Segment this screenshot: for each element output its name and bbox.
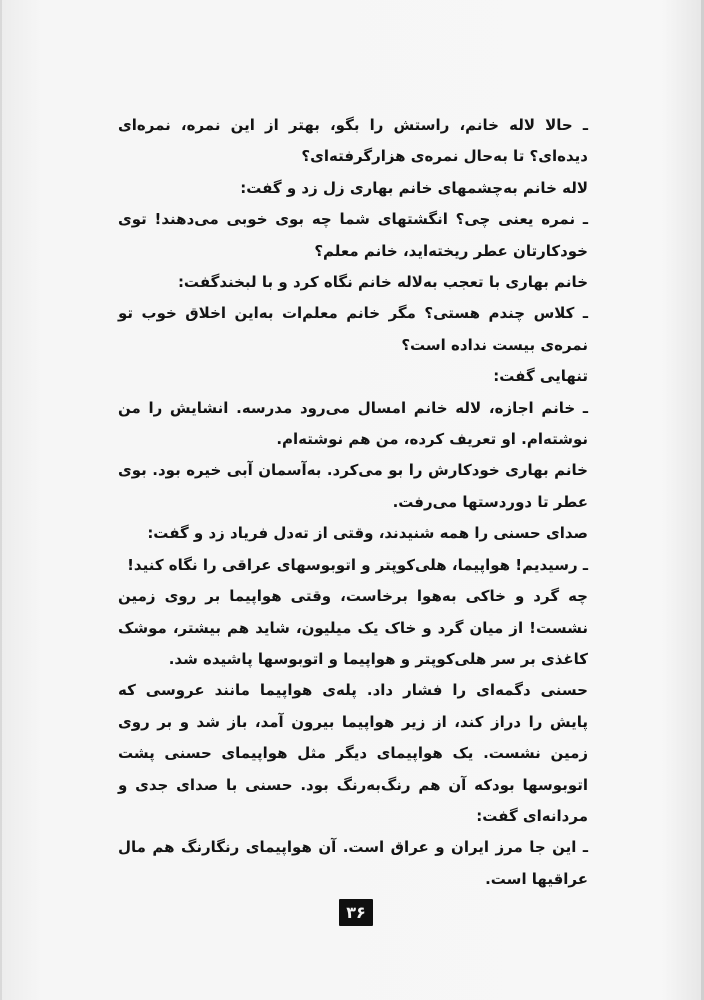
paragraph: ـ رسیدیم! هواپیما، هلی‌کوپتر و اتوبوسهای عراقی را نگاه کنید!	[127, 555, 588, 574]
paragraph: تنهایی گفت:	[493, 367, 588, 386]
paragraph: صدای حسنی را همه شنیدند، وقتی از ته‌دل فریاد زد و گفت:	[147, 524, 588, 543]
body-text	[118, 110, 588, 895]
paragraph: خانم بهاری خودکارش را بو می‌کرد. به‌آسمان آبی خیره بود. بوی عطر تا دوردستها می‌رفت.	[118, 461, 588, 511]
paragraph: ـ خانم اجازه، لاله خانم امسال می‌رود مدرسه. انشایش را من نوشته‌ام. او تعریف کرده، من هم نوشته‌ام.	[118, 398, 588, 449]
paragraph: ـ این جا مرز ایران و عراق است. آن هواپیمای رنگارنگ هم مال عراقیها است.	[118, 838, 588, 888]
paragraph: خانم بهاری با تعجب به‌لاله خانم نگاه کرد و با لبخندگفت:	[177, 273, 588, 292]
paragraph: لاله خانم به‌چشمهای خانم بهاری زل زد و گفت:	[240, 178, 588, 197]
paragraph: حسنی دگمه‌ای را فشار داد. پله‌ی هواپیما مانند عروسی که پایش را دراز کند، از زیر هواپیما بیرون آمد، باز شد و بر روی زمین نشست. یک هواپیمای دیگر مثل هواپیمای حسنی پشت اتوبوسها بودکه آن هم رنگ‌به‌رنگ بود. حسنی با صدای جدی و مردانه‌ای گفت:	[118, 681, 588, 825]
paragraph: چه گرد و خاکی به‌هوا برخاست، وقتی هواپیما بر روی زمین نشست! از میان گرد و خاک یک میلیون، شاید هم بیشتر، موشک کاغذی بر سر هلی‌کوپتر و هواپیما و اتوبوسها پاشیده شد.	[118, 587, 588, 668]
paragraph: ـ نمره یعنی چی؟ انگشتهای شما چه بوی خوبی می‌دهند! توی خودکارتان عطر ریخته‌اید، خانم معلم؟	[118, 210, 588, 260]
page-number: ۳۶	[339, 899, 373, 926]
paragraph: ـ حالا لاله خانم، راستش را بگو، بهتر از این نمره، نمره‌ای دیده‌ای؟ تا به‌حال نمره‌ی هزارگرفته‌ای؟	[118, 116, 588, 166]
paragraph: ـ کلاس چندم هستی؟ مگر خانم معلم‌ات به‌این اخلاق خوب تو نمره‌ی بیست نداده است؟	[118, 304, 588, 354]
